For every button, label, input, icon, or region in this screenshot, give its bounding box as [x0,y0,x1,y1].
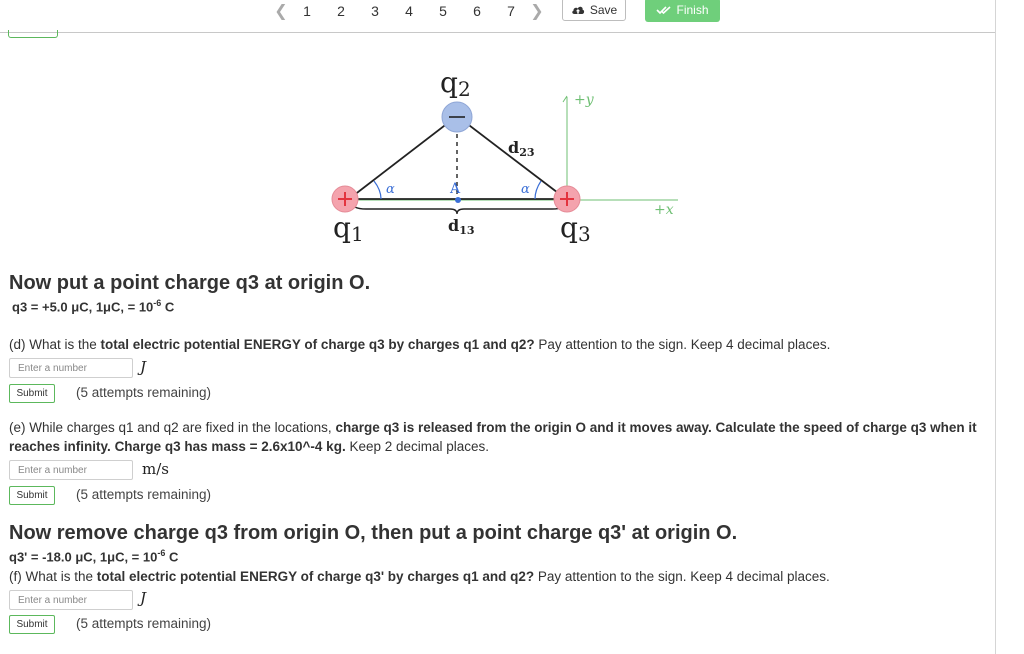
question-e-text: (e) While charges q1 and q2 are fixed in the locations, charge q3 is released from the origin O and it moves away. Calculate the speed of charge q3 when it reaches infinity. Charge q3 has mass = 2.6x10^-4 kg. Keep 2 decimal places. [9,420,977,454]
d23-label: d23 [508,138,535,159]
answer-f-input[interactable]: Enter a number [9,590,133,610]
side-q2-q3 [457,116,566,199]
d13-brace [352,202,566,214]
answer-e-input[interactable]: Enter a number [9,460,133,480]
point-a-dot [455,197,461,203]
q2-label: q2 [440,66,471,101]
section2-charge-info: q3' = -18.0 μC, 1μC, = $10^{-6}$ C [9,548,179,565]
attempts-f-text: (5 attempts remaining) [76,616,212,631]
submit-e-button[interactable]: Submit [9,486,55,505]
side-q1-q2 [349,116,457,199]
submit-f-button[interactable]: Submit [9,615,55,634]
page-1-link[interactable]: 1 [303,3,311,19]
page-2-link[interactable]: 2 [337,3,345,19]
alpha-label-right: α [521,182,530,197]
answer-e-unit: m/s [142,460,169,478]
q3-label: q3 [560,211,591,246]
attempts-d-text: (5 attempts remaining) [76,385,212,400]
answer-d-unit: J [140,358,147,376]
charge-diagram [0,0,1000,260]
d13-label: d13 [448,216,475,237]
section1-heading: Now put a point charge q3 at origin O. [9,272,371,294]
x-axis-label: +x [654,202,674,218]
page-5-link[interactable]: 5 [439,3,447,19]
alpha-arc-right [535,181,541,199]
page-3-link[interactable]: 3 [371,3,379,19]
section1-charge-info: q3 = +5.0 μC, 1μC, = $10^{-6}$ C [12,298,175,315]
y-axis-label: +y [574,92,594,108]
attempts-e-text: (5 attempts remaining) [76,487,212,502]
alpha-arc-left [374,181,381,199]
section2-heading: Now remove charge q3 from origin O, then put a point charge q3' at origin O. [9,522,738,544]
question-f-text: (f) What is the total electric potential ENERGY of charge q3' by charges q1 and q2? Pay attention to the sign. Keep 4 decimal places. [9,569,830,584]
chevron-right-icon[interactable]: ❯ [530,3,544,20]
chevron-left-icon[interactable]: ❮ [274,3,288,20]
y-axis-arrow [563,96,567,102]
q1-label: q1 [333,211,364,246]
submit-d-button[interactable]: Submit [9,384,55,403]
page-4-link[interactable]: 4 [405,3,413,19]
finish-label: Finish [676,3,709,17]
save-label: Save [589,2,618,17]
alpha-label-left: α [386,182,395,197]
answer-f-unit: J [140,589,147,607]
answer-d-input[interactable]: Enter a number [9,358,133,378]
page-6-link[interactable]: 6 [473,3,481,19]
page-7-link[interactable]: 7 [507,3,515,19]
question-d-text: (d) What is the total electric potential ENERGY of charge q3 by charges q1 and q2? Pay attention to the sign. Keep 4 decimal places. [9,337,831,352]
point-a-label: A [450,181,461,197]
